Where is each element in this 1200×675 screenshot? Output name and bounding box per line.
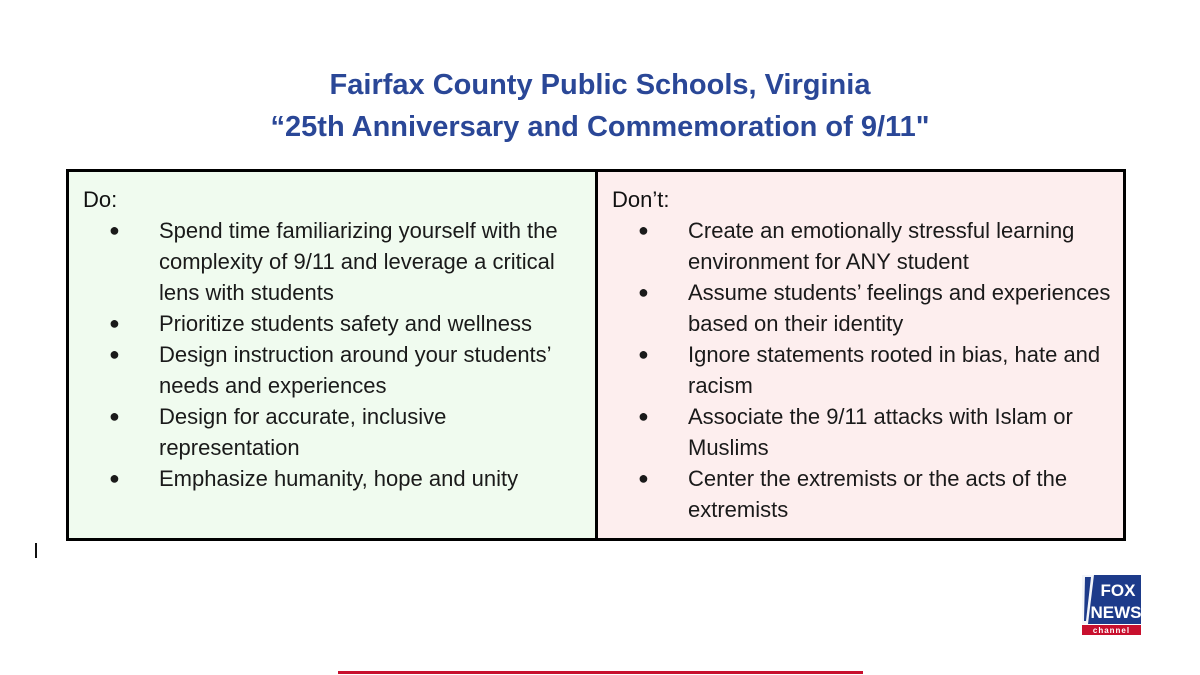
dont-column <box>598 172 1123 538</box>
list-item-text: Design instruction around your students’ needs and experiences <box>159 342 551 398</box>
list-item <box>83 308 583 339</box>
bullet-icon: ● <box>638 344 649 364</box>
list-item-text: Associate the 9/11 attacks with Islam or Muslims <box>688 404 1073 460</box>
list-item <box>612 463 1111 525</box>
title-line-2: “25th Anniversary and Commemoration of 9/11" <box>270 111 930 143</box>
red-divider <box>338 671 863 674</box>
list-item-text: Create an emotionally stressful learning environment for ANY student <box>688 218 1075 274</box>
list-item <box>612 215 1111 277</box>
title-line-1: Fairfax County Public Schools, Virginia <box>329 69 871 101</box>
text-cursor-icon <box>35 543 37 558</box>
list-item-text: Prioritize students safety and wellness <box>159 311 532 336</box>
list-item-text: Ignore statements rooted in bias, hate and racism <box>688 342 1101 398</box>
list-item-text: Center the extremists or the acts of the extremists <box>688 466 1068 522</box>
bullet-icon: ● <box>638 468 649 488</box>
list-item <box>612 277 1111 339</box>
logo-news-text: NEWS <box>1090 603 1142 622</box>
do-heading: Do: <box>83 187 118 212</box>
logo-channel-text: channel <box>1092 626 1131 635</box>
bullet-icon: ● <box>638 282 649 302</box>
list-item-text: Assume students’ feelings and experiences based on their identity <box>688 280 1111 336</box>
list-item <box>83 339 583 401</box>
list-item-text: Design for accurate, inclusive representation <box>159 404 447 460</box>
bullet-icon: ● <box>638 220 649 240</box>
fox-news-logo-icon <box>1080 574 1143 636</box>
list-item <box>83 463 583 494</box>
list-item <box>612 339 1111 401</box>
do-dont-table <box>66 169 1126 541</box>
bullet-icon: ● <box>109 406 120 426</box>
do-list <box>83 215 583 494</box>
list-item <box>612 401 1111 463</box>
bullet-icon: ● <box>109 344 120 364</box>
list-item-text: Spend time familiarizing yourself with the complexity of 9/11 and leverage a critical lens with students <box>159 218 558 305</box>
logo-fox-text: FOX <box>1100 581 1136 600</box>
document-title <box>0 64 1200 148</box>
bullet-icon: ● <box>109 468 120 488</box>
list-item <box>83 215 583 308</box>
list-item <box>83 401 583 463</box>
bullet-icon: ● <box>638 406 649 426</box>
list-item-text: Emphasize humanity, hope and unity <box>159 466 519 491</box>
dont-heading: Don’t: <box>612 187 670 212</box>
do-column <box>69 172 598 538</box>
bullet-icon: ● <box>109 313 120 333</box>
dont-list <box>612 215 1111 525</box>
bullet-icon: ● <box>109 220 120 240</box>
